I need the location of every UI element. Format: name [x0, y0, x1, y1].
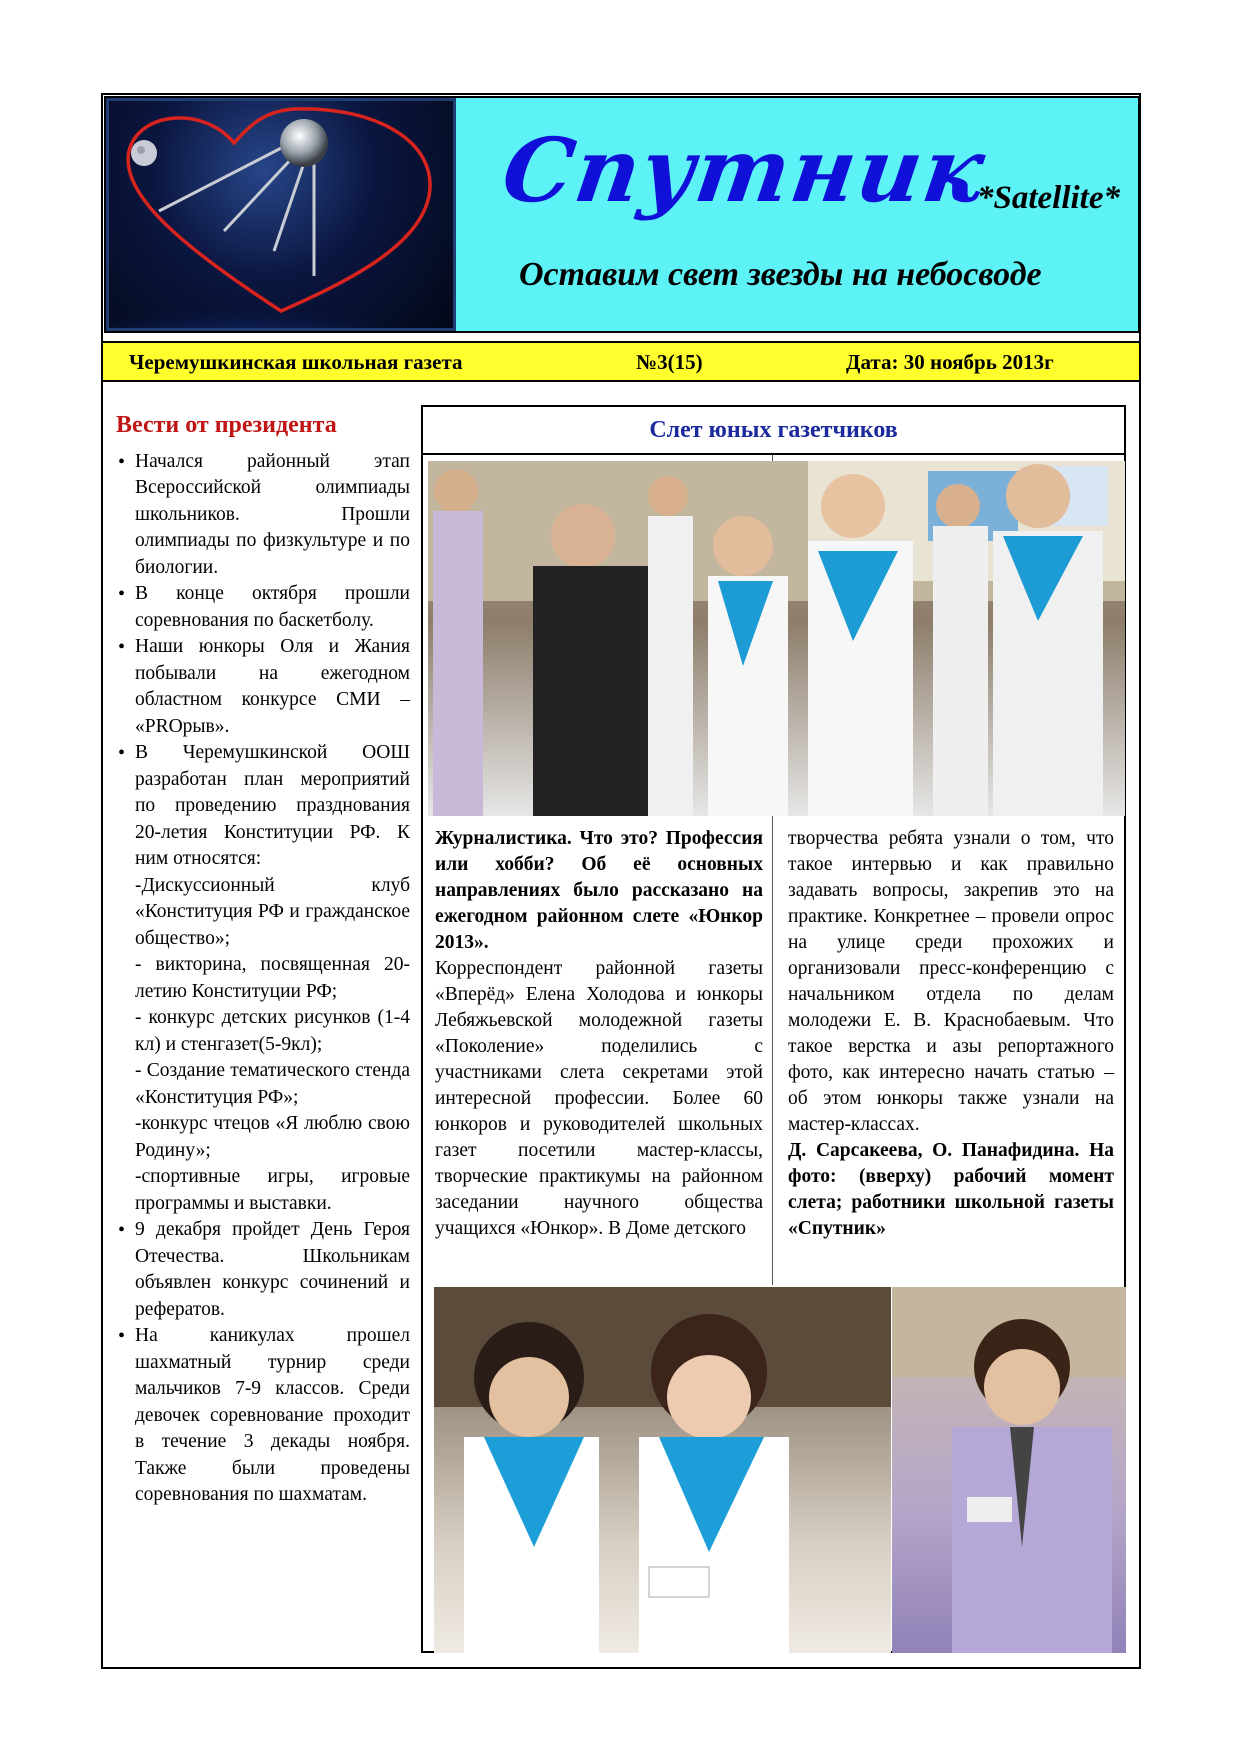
- newspaper-motto: Оставим свет звезды на небосводе: [519, 256, 1042, 293]
- list-item: • 9 декабря пройдет День Героя Отечества. Школьникам объявлен конкурс сочинений и рефератов.: [135, 1217, 410, 1323]
- article-column-a: [435, 826, 763, 1282]
- sub-item: -спортивные игры, игровые программы и выставки.: [135, 1166, 410, 1214]
- article-signature: Д. Сарсакеева, О. Панафидина. На фото: (вверху) рабочий момент слета; работники школьной газеты «Спутник»: [788, 1140, 1114, 1239]
- issue-number: №3(15): [636, 350, 703, 374]
- article-title: Слет юных газетчиков: [421, 405, 1126, 455]
- list-item: • В конце октября прошли соревнования по баскетболу.: [135, 581, 410, 634]
- event-photo: [428, 461, 1125, 816]
- article-lead: Журналистика. Что это? Профессия или хобби? Об её основных направлениях было рассказано на ежегодном районном слете «Юнкор 2013».: [435, 828, 763, 953]
- column-title: Вести от президента: [116, 412, 337, 438]
- sub-item: -Дискуссионный клуб «Конституция РФ и гражданское общество»;: [135, 874, 410, 949]
- list-item: • На каникулах прошел шахматный турнир среди мальчиков 7-9 классов. Среди девочек соревнование проходит в течение 3 декады ноября. Также были проведены соревнования по шахматам.: [135, 1323, 410, 1509]
- issue-date: Дата: 30 ноябрь 2013г: [846, 350, 1054, 374]
- article-body: Корреспондент районной газеты «Вперёд» Елена Холодова и юнкоры Лебяжьевской молодежной газеты «Поколение» поделились с участниками слета секретами этой интересной профессии. Более 60 юнкоров и руководителей школьных газет посетили мастер-классы, творческие практикумы на районном заседании научного общества учащихся «Юнкор». В Доме детского: [435, 958, 763, 1239]
- photo-two-girls: [434, 1287, 891, 1653]
- school-name: Черемушкинская школьная газета: [129, 350, 463, 374]
- newspaper-subtitle: *Satellite*: [977, 180, 1120, 216]
- logo-image: [106, 98, 456, 331]
- sub-item: - Создание тематического стенда «Конституция РФ»;: [135, 1060, 410, 1108]
- president-news-column: [116, 412, 410, 1509]
- newspaper-title: Спутник: [496, 118, 993, 222]
- masthead-header: [104, 96, 1140, 333]
- sub-item: -конкурс чтецов «Я люблю свою Родину»;: [135, 1113, 410, 1161]
- list-item-text: • В Черемушкинской ООШ разработан план мероприятий по проведению празднования 20-летия Конституции РФ. К ним относятся:: [135, 742, 410, 869]
- info-strip: [101, 341, 1141, 382]
- sub-item: - конкурс детских рисунков (1-4 кл) и стенгазет(5-9кл);: [135, 1007, 410, 1055]
- news-list: [116, 449, 410, 1509]
- article-column-b: [788, 826, 1114, 1242]
- list-item: • Начался районный этап Всероссийской олимпиады школьников. Прошли олимпиады по физкультуре и по биологии.: [135, 449, 410, 582]
- article-body-continued: творчества ребята узнали о том, что такое интервью и как правильно задавать вопросы, закрепив это на практике. Конкретнее – провели опрос на улице среди прохожих и организовали пресс-конференцию с начальником отдела по делам молодежи Е. В. Краснобаевым. Что такое верстка и азы репортажного фото, как интересно начать статью – об этом юнкоры также узнали на мастер-классах.: [788, 828, 1114, 1135]
- list-item: • Наши юнкоры Оля и Жания побывали на ежегодном областном конкурсе СМИ – «PROрыв».: [135, 634, 410, 740]
- list-item: [135, 740, 410, 1217]
- title-panel: [456, 98, 1138, 331]
- photo-boy: [892, 1287, 1126, 1653]
- sub-item: - викторина, посвященная 20-летию Конституции РФ;: [135, 954, 410, 1002]
